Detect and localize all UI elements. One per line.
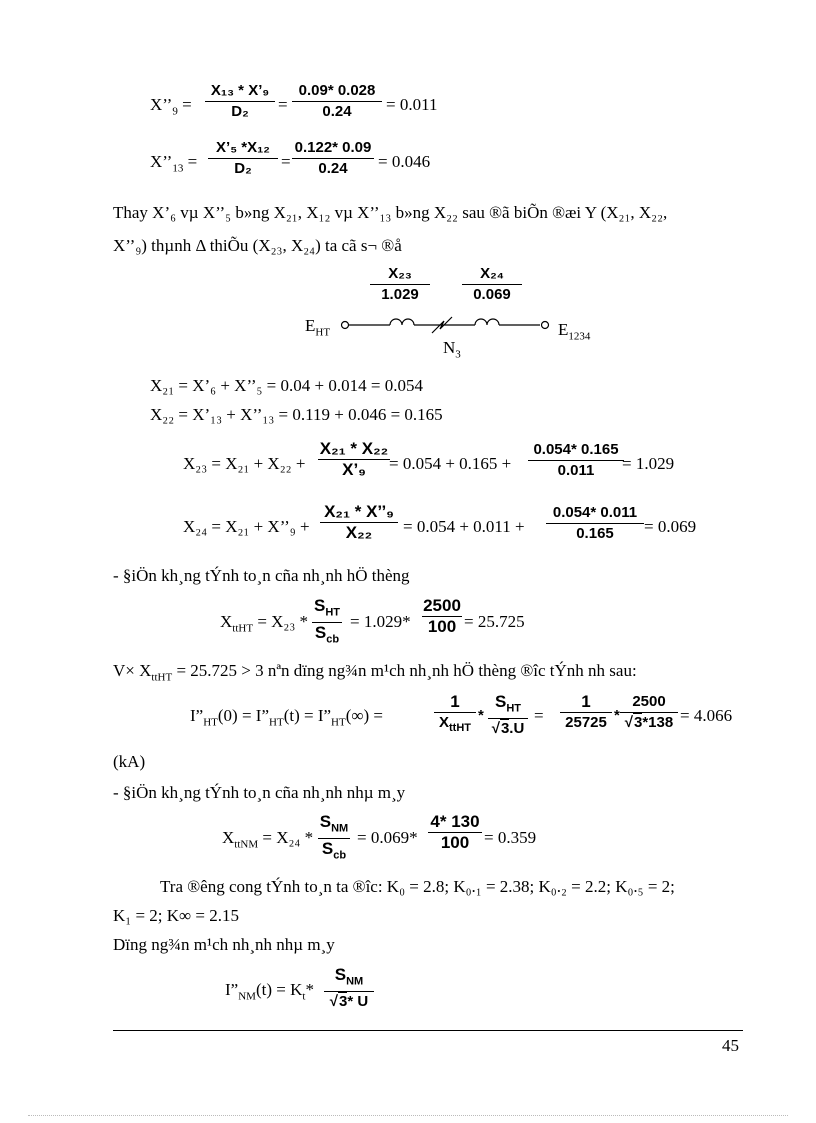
equation-x23-mid: = 0.054 + 0.165 + [389, 454, 512, 473]
equation-xtt-ht-mid: = 1.029* [350, 612, 411, 631]
equals-sign: = [281, 152, 291, 171]
fraction-sht-sqrt3u: $S_{HT}$ √3.U [488, 693, 528, 738]
equation-xtt-nm-result: = 0.359 [484, 828, 537, 847]
equation-x13-result: = 0.046 [378, 152, 431, 171]
equation-x22: X₂₂ = X’₁₃ + X’’₁₃ = 0.119 + 0.046 = 0.165 [150, 405, 443, 424]
footer-divider [113, 1030, 743, 1031]
circuit-diagram [340, 305, 555, 345]
paragraph-line: X’’₉) thµnh Δ thiÕu (X₂₃, X₂₄) ta cã s¬ ®å [113, 236, 402, 255]
fraction-1-xttht: 1 $X_{ttHT}$ [434, 693, 476, 737]
fraction-x23-symbolic: X₂₁ * X₂₂ X’₉ [319, 439, 389, 479]
unit-label: (kA) [113, 752, 146, 771]
equation-x23-lhs: X₂₃ = X₂₁ + X₂₂ + [183, 454, 306, 473]
fraction-x13-symbolic: X’₅ *X₁₂ D₂ [208, 139, 278, 178]
fraction-x9-numeric: 0.09* 0.028 0.24 [292, 82, 382, 121]
node-ehT: $E_{HT}$ [305, 316, 331, 339]
equation-xtt-ht-lhs: $X_{ttHT} = X_{23}$ * [220, 612, 309, 635]
equation-xtt-ht-result: = 25.725 [464, 612, 525, 631]
fraction-2500-sqrt3-138: 2500 √3*138 [620, 693, 678, 732]
paragraph-line: $V\times X_{ttHT} = 25.725 > 3$ nªn dïng ng¾n m¹ch nh¸nh hÖ thèng ®îc tÝnh nh sau: [113, 661, 637, 684]
equals-sign: = [278, 95, 288, 114]
node-left-terminal [342, 322, 349, 329]
equation-i-nm-lhs: $I”_{NM}(t) = K_t*$ [225, 980, 314, 1003]
fraction-x13-numeric: 0.122* 0.09 0.24 [292, 139, 374, 178]
equation-i-ht-lhs: $I”_{HT}(0)$ = $I”_{HT}(t)$ = $I”_{HT}(\infty)$ = [190, 706, 383, 729]
multiply-sign: * [614, 707, 620, 724]
equation-xtt-nm-lhs: $X_{ttNM} = X_{24}$ * [222, 828, 314, 851]
equation-i-ht-result: = 4.066 [680, 706, 733, 725]
fraction-1-25725: 1 25725 [560, 693, 612, 732]
bullet-heading: - §iÖn kh¸ng tÝnh to¸n cña nh¸nh nhµ m¸y [113, 783, 406, 802]
equation-x9-result: = 0.011 [386, 95, 438, 114]
fraction-sht-scb: $S_{HT}$ $S_{cb}$ [313, 596, 340, 646]
inductor-right-icon [475, 319, 499, 325]
equation-x23-result: = 1.029 [622, 454, 675, 473]
paragraph-line: Dïng ng¾n m¹ch nh¸nh nhµ m¸y [113, 935, 335, 954]
circuit-label-left: X₂₃ 1.029 [370, 265, 430, 304]
equation-x24-mid: = 0.054 + 0.011 + [403, 517, 525, 536]
fraction-x9-symbolic: X₁₃ * X’₉ D₂ [205, 82, 275, 121]
page-number: 45 [722, 1036, 739, 1055]
node-right-terminal [542, 322, 549, 329]
equation-x24-result: = 0.069 [644, 517, 697, 536]
page-bottom-edge [28, 1115, 788, 1116]
bullet-heading: - §iÖn kh¸ng tÝnh to¸n cña nh¸nh hÖ thèng [113, 566, 410, 585]
equation-x21: X₂₁ = X’₆ + X’’₅ = 0.04 + 0.014 = 0.054 [150, 376, 423, 395]
inductor-left-icon [390, 319, 414, 325]
fraction-x23-numeric: 0.054* 0.165 0.011 [528, 441, 624, 480]
fraction-snm-scb: $S_{NM}$ $S_{cb}$ [319, 812, 349, 862]
fraction-snm-sqrt3u: $S_{NM}$ √3* U [324, 966, 374, 1011]
paragraph-line: Thay X’₆ vµ X’’₅ b»ng X₂₁, X₁₂ vµ X’’₁₃ b»ng X₂₂ sau ®ã biÕn ®æi Y (X₂₁, X₂₂, [113, 203, 668, 222]
circuit-label-right: X₂₄ 0.069 [462, 265, 522, 304]
fault-point-label: $N_3$ [443, 338, 461, 361]
node-e1234: $E_{1234}$ [558, 320, 591, 343]
fraction-x24-symbolic: X₂₁ * X’’₉ X₂₂ [320, 503, 398, 542]
fraction-4x130-100: 4* 130 100 [428, 813, 482, 852]
multiply-sign: * [478, 707, 484, 724]
equation-x13: $X’’_{13}$ = [150, 152, 198, 175]
paragraph-line: Tra ®êng cong tÝnh to¸n ta ®îc: K₀ = 2.8; K₀.₁ = 2.38; K₀.₂ = 2.2; K₀.₅ = 2; [160, 877, 675, 896]
equals-sign: = [534, 706, 544, 725]
fraction-x24-numeric: 0.054* 0.011 0.165 [546, 504, 644, 543]
paragraph-line: K₁ = 2; K∞ = 2.15 [113, 906, 239, 925]
equation-x9: $X’’_9$ = [150, 95, 192, 118]
equation-xtt-nm-mid: = 0.069* [357, 828, 418, 847]
fraction-2500-100: 2500 100 [423, 596, 461, 636]
equation-x24-lhs: X₂₄ = X₂₁ + X’’₉ + [183, 517, 310, 536]
